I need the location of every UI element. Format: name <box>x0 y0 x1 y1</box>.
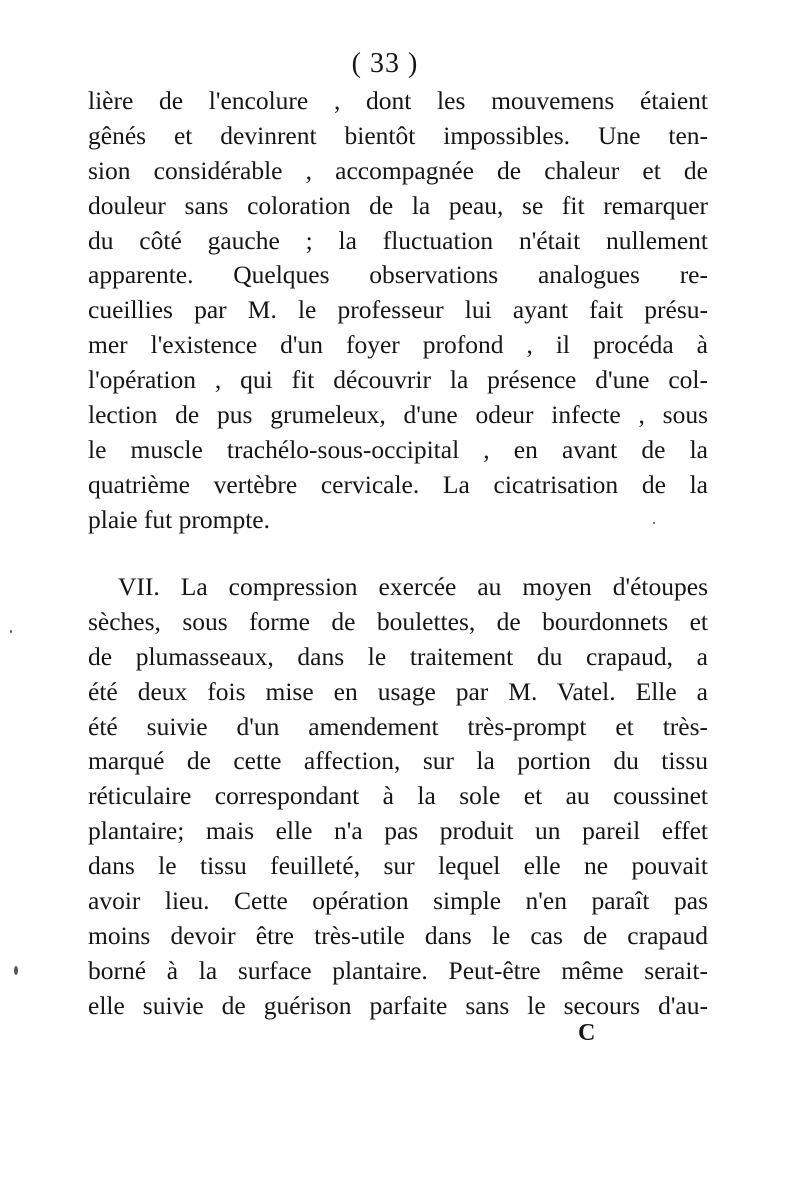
text-line: été deux fois mise en usage par M. Vatel. Elle a <box>88 676 708 706</box>
text-line: l'opération , qui fit découvrir la présence d'une col- <box>88 365 708 395</box>
page-number: ( 33 ) <box>351 48 419 79</box>
text-line: dans le tissu feuilleté, sur lequel elle ne pouvait <box>88 851 708 881</box>
text-line: sèches, sous forme de boulettes, de bourdonnets et <box>88 606 708 636</box>
text-line: plaie fut prompte. <box>88 504 270 534</box>
paper-speck <box>653 522 655 524</box>
text-line: gênés et devinrent bientôt impossibles. Une ten- <box>88 120 708 150</box>
text-line: sion considérable , accompagnée de chaleur et de <box>88 155 708 185</box>
text-line: du côté gauche ; la fluctuation n'était nullement <box>88 225 708 255</box>
text-line: douleur sans coloration de la peau, se fit remarquer <box>88 190 708 220</box>
text-line: mer l'existence d'un foyer profond , il procéda à <box>88 330 708 360</box>
paper-speck <box>14 966 18 975</box>
text-line: quatrième vertèbre cervicale. La cicatrisation de la <box>88 469 708 499</box>
text-line: marqué de cette affection, sur la portion du tissu <box>88 746 708 776</box>
text-line: elle suivie de guérison parfaite sans le secours d'au- <box>88 990 708 1020</box>
text-line: apparente. Quelques observations analogues re- <box>88 260 708 290</box>
text-line: avoir lieu. Cette opération simple n'en paraît pas <box>88 886 708 916</box>
text-line: borné à la surface plantaire. Peut-être même serait- <box>88 955 708 985</box>
text-line: le muscle trachélo-sous-occipital , en avant de la <box>88 434 708 464</box>
text-line: lière de l'encolure , dont les mouvemens étaient <box>88 86 708 115</box>
text-line: plantaire; mais elle n'a pas produit un pareil effet <box>88 816 708 846</box>
text-line: été suivie d'un amendement très-prompt et très- <box>88 711 708 741</box>
text-line: cueillies par M. le professeur lui ayant fait présu- <box>88 295 708 325</box>
paragraph-continuation <box>88 84 708 538</box>
signature-mark: C <box>578 1020 596 1046</box>
text-line: réticulaire correspondant à la sole et au coussinet <box>88 781 708 811</box>
text-line: moins devoir être très-utile dans le cas de crapaud <box>88 920 708 950</box>
paragraph-vii <box>88 570 708 1024</box>
text-line: VII. La compression exercée au moyen d'étoupes <box>118 572 708 601</box>
text-line: lection de pus grumeleux, d'une odeur infecte , sous <box>88 400 708 430</box>
text-line: de plumasseaux, dans le traitement du crapaud, a <box>88 641 708 671</box>
paper-speck <box>10 630 12 633</box>
